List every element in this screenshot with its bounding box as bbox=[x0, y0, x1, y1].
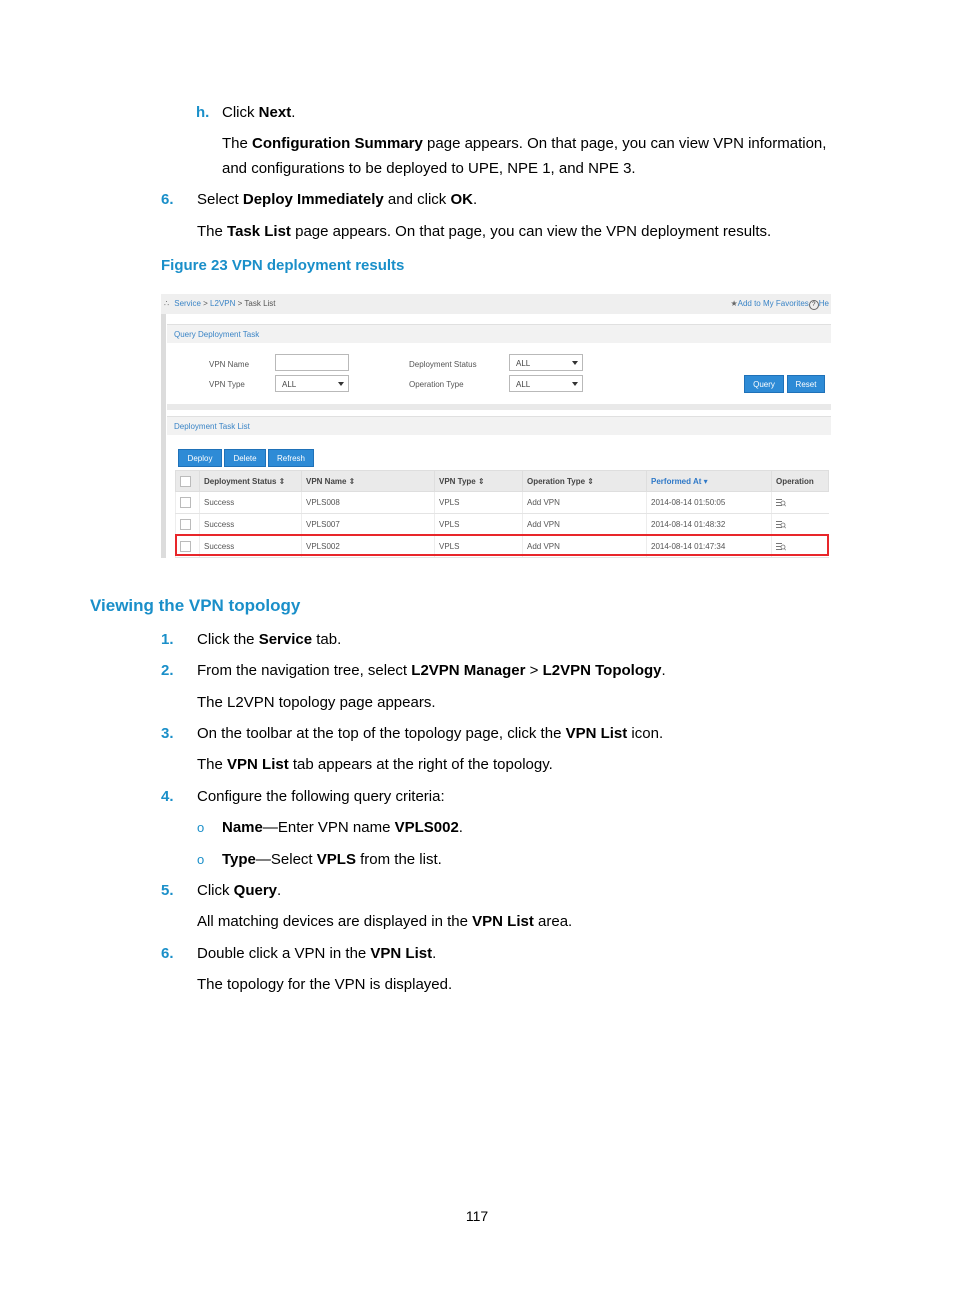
row-select[interactable] bbox=[176, 514, 200, 536]
deployment-status-label: Deployment Status bbox=[409, 360, 477, 369]
vpn-type-select[interactable] bbox=[275, 375, 349, 392]
help-icon[interactable]: ? bbox=[809, 300, 819, 310]
step-h-text bbox=[222, 103, 295, 123]
bullet-marker: o bbox=[197, 820, 205, 835]
cell-vpn-name: VPLS002 bbox=[302, 536, 435, 558]
emph: Task List bbox=[227, 223, 291, 240]
emph: L2VPN Topology bbox=[542, 662, 662, 679]
deployment-status-select[interactable] bbox=[509, 354, 583, 371]
breadcrumb-bar bbox=[161, 294, 831, 314]
text: tab. bbox=[312, 631, 342, 648]
chevron-down-icon bbox=[338, 382, 344, 386]
text: From the navigation tree, select bbox=[197, 662, 412, 679]
emph: Configuration Summary bbox=[252, 135, 423, 152]
select-all-cell[interactable] bbox=[176, 471, 200, 492]
emph: Deploy Immediately bbox=[242, 191, 384, 208]
text: tab appears at the right of the topology. bbox=[288, 756, 553, 773]
breadcrumb-l2vpn-link[interactable]: L2VPN bbox=[210, 299, 236, 308]
step-6b-text bbox=[197, 944, 436, 964]
figure-screenshot bbox=[161, 294, 831, 558]
text: . bbox=[661, 662, 666, 679]
step-3-number: 3. bbox=[161, 725, 174, 742]
breadcrumb bbox=[164, 299, 276, 308]
text: —Select bbox=[255, 851, 317, 868]
text: Click bbox=[222, 104, 259, 121]
text: area. bbox=[533, 913, 573, 930]
breadcrumb-sep: > bbox=[235, 299, 245, 308]
cell-vpn-type: VPLS bbox=[435, 536, 523, 558]
help-link[interactable]: He bbox=[818, 299, 829, 308]
row-select[interactable] bbox=[176, 492, 200, 514]
star-icon: ★ bbox=[730, 299, 738, 308]
col-operation-type[interactable]: Operation Type ⇕ bbox=[523, 471, 647, 492]
page-number: 117 bbox=[465, 1208, 489, 1224]
emph: OK bbox=[450, 191, 473, 208]
task-list-panel-title: Deployment Task List bbox=[174, 422, 250, 431]
query-button[interactable]: Query bbox=[744, 375, 784, 393]
text: page appears. On that page, you can view VPN information, bbox=[422, 135, 827, 152]
emph: VPLS bbox=[316, 851, 356, 868]
cell-status: Success bbox=[200, 514, 302, 536]
text: The bbox=[222, 135, 253, 152]
cell-performed-at: 2014-08-14 01:47:34 bbox=[647, 536, 772, 558]
text: . bbox=[432, 945, 437, 962]
cell-status: Success bbox=[200, 536, 302, 558]
operation-type-select[interactable] bbox=[509, 375, 583, 392]
deployment-status-value: ALL bbox=[516, 359, 531, 368]
step-5-number: 5. bbox=[161, 882, 174, 899]
breadcrumb-service-link[interactable]: Service bbox=[174, 299, 201, 308]
step-2-desc: The L2VPN topology page appears. bbox=[197, 694, 436, 711]
text: from the list. bbox=[355, 851, 442, 868]
step-6-number: 6. bbox=[161, 191, 174, 208]
step-4-number: 4. bbox=[161, 788, 174, 805]
chevron-down-icon bbox=[572, 361, 578, 365]
step-5-desc bbox=[197, 912, 572, 932]
emph: VPN List bbox=[565, 725, 628, 742]
emph: VPN List bbox=[370, 945, 433, 962]
text: —Enter VPN name bbox=[262, 819, 395, 836]
query-panel-header bbox=[167, 324, 831, 343]
emph: L2VPN Manager bbox=[411, 662, 526, 679]
operation-type-label: Operation Type bbox=[409, 380, 464, 389]
cell-operation bbox=[772, 492, 829, 514]
step-6-text bbox=[197, 190, 477, 210]
emph: VPLS002 bbox=[394, 819, 459, 836]
row-checkbox[interactable] bbox=[180, 497, 191, 508]
text: and click bbox=[383, 191, 451, 208]
details-icon[interactable] bbox=[776, 520, 786, 529]
cell-vpn-type: VPLS bbox=[435, 492, 523, 514]
col-operation: Operation bbox=[772, 471, 829, 492]
cell-performed-at: 2014-08-14 01:48:32 bbox=[647, 514, 772, 536]
emph: Type bbox=[222, 851, 256, 868]
text: Double click a VPN in the bbox=[197, 945, 371, 962]
cell-operation-type: Add VPN bbox=[523, 514, 647, 536]
cell-operation-type: Add VPN bbox=[523, 492, 647, 514]
step-2-text bbox=[197, 661, 666, 681]
cell-status: Success bbox=[200, 492, 302, 514]
refresh-button[interactable]: Refresh bbox=[268, 449, 314, 467]
text: Select bbox=[197, 191, 243, 208]
table-row[interactable] bbox=[176, 514, 829, 536]
step-3-text bbox=[197, 724, 663, 744]
vpn-type-value: ALL bbox=[282, 380, 297, 389]
breadcrumb-current: Task List bbox=[244, 299, 276, 308]
nav-edge bbox=[161, 314, 166, 558]
chevron-down-icon bbox=[572, 382, 578, 386]
text: Click bbox=[197, 882, 234, 899]
delete-button[interactable]: Delete bbox=[224, 449, 266, 467]
service-icon: ∴ bbox=[164, 299, 170, 308]
step-3-desc bbox=[197, 755, 553, 775]
text: . bbox=[472, 191, 478, 208]
favorites bbox=[730, 299, 829, 310]
col-vpn-type[interactable]: VPN Type ⇕ bbox=[435, 471, 523, 492]
highlight-box bbox=[175, 534, 829, 556]
step-h-desc-2: and configurations to be deployed to UPE, NPE 1, and NPE 3. bbox=[222, 160, 636, 177]
emph: Name bbox=[222, 819, 263, 836]
step-h-desc-1 bbox=[222, 134, 826, 154]
step-5-text bbox=[197, 881, 281, 901]
col-vpn-name[interactable]: VPN Name ⇕ bbox=[302, 471, 435, 492]
cell-vpn-name: VPLS008 bbox=[302, 492, 435, 514]
deploy-button[interactable]: Deploy bbox=[178, 449, 222, 467]
operation-type-value: ALL bbox=[516, 380, 531, 389]
bullet-type-text bbox=[222, 850, 442, 870]
step-1-text bbox=[197, 630, 341, 650]
section-heading: Viewing the VPN topology bbox=[90, 596, 301, 615]
cell-operation bbox=[772, 514, 829, 536]
bullet-marker: o bbox=[197, 852, 205, 867]
text: On the toolbar at the top of the topology page, click the bbox=[197, 725, 566, 742]
vpn-name-label: VPN Name bbox=[209, 360, 250, 369]
text: . bbox=[458, 819, 463, 836]
step-6b-desc: The topology for the VPN is displayed. bbox=[197, 976, 453, 993]
reset-button[interactable]: Reset bbox=[787, 375, 825, 393]
emph: VPN List bbox=[472, 913, 534, 930]
emph: VPN List bbox=[227, 756, 289, 773]
panel-divider bbox=[167, 404, 831, 410]
text: The bbox=[197, 223, 228, 240]
emph: Next bbox=[258, 104, 292, 121]
breadcrumb-sep: > bbox=[200, 299, 211, 308]
select-all-checkbox[interactable] bbox=[180, 476, 191, 487]
bullet-name-text bbox=[222, 818, 463, 838]
text: icon. bbox=[627, 725, 664, 742]
text: The bbox=[197, 756, 228, 773]
task-list-panel-header bbox=[167, 416, 831, 435]
text: > bbox=[525, 662, 543, 679]
emph: Service bbox=[258, 631, 313, 648]
text: Click the bbox=[197, 631, 259, 648]
step-4-text: Configure the following query criteria: bbox=[197, 788, 445, 805]
cell-vpn-type: VPLS bbox=[435, 514, 523, 536]
step-6-desc bbox=[197, 222, 771, 242]
text: All matching devices are displayed in the bbox=[197, 913, 473, 930]
text: . bbox=[277, 882, 282, 899]
col-performed-at[interactable]: Performed At ▾ bbox=[647, 471, 772, 492]
vpn-type-label: VPN Type bbox=[209, 380, 245, 389]
step-h-number: h. bbox=[196, 104, 210, 121]
details-icon[interactable] bbox=[776, 498, 786, 507]
step-1-number: 1. bbox=[161, 631, 174, 648]
step-6b-number: 6. bbox=[161, 945, 174, 962]
cell-vpn-name: VPLS007 bbox=[302, 514, 435, 536]
query-panel-title: Query Deployment Task bbox=[174, 330, 260, 339]
figure-caption: Figure 23 VPN deployment results bbox=[161, 257, 405, 274]
step-2-number: 2. bbox=[161, 662, 174, 679]
table-header-row bbox=[176, 471, 829, 492]
cell-operation-type: Add VPN bbox=[523, 536, 647, 558]
row-checkbox[interactable] bbox=[180, 519, 191, 530]
vpn-name-input[interactable] bbox=[275, 354, 349, 371]
text: . bbox=[291, 104, 296, 121]
text: page appears. On that page, you can view the VPN deployment results. bbox=[290, 223, 772, 240]
cell-performed-at: 2014-08-14 01:50:05 bbox=[647, 492, 772, 514]
emph: Query bbox=[233, 882, 278, 899]
col-deployment-status[interactable]: Deployment Status ⇕ bbox=[200, 471, 302, 492]
table-row[interactable] bbox=[176, 492, 829, 514]
add-to-favorites-link[interactable]: Add to My Favorites bbox=[737, 299, 809, 308]
